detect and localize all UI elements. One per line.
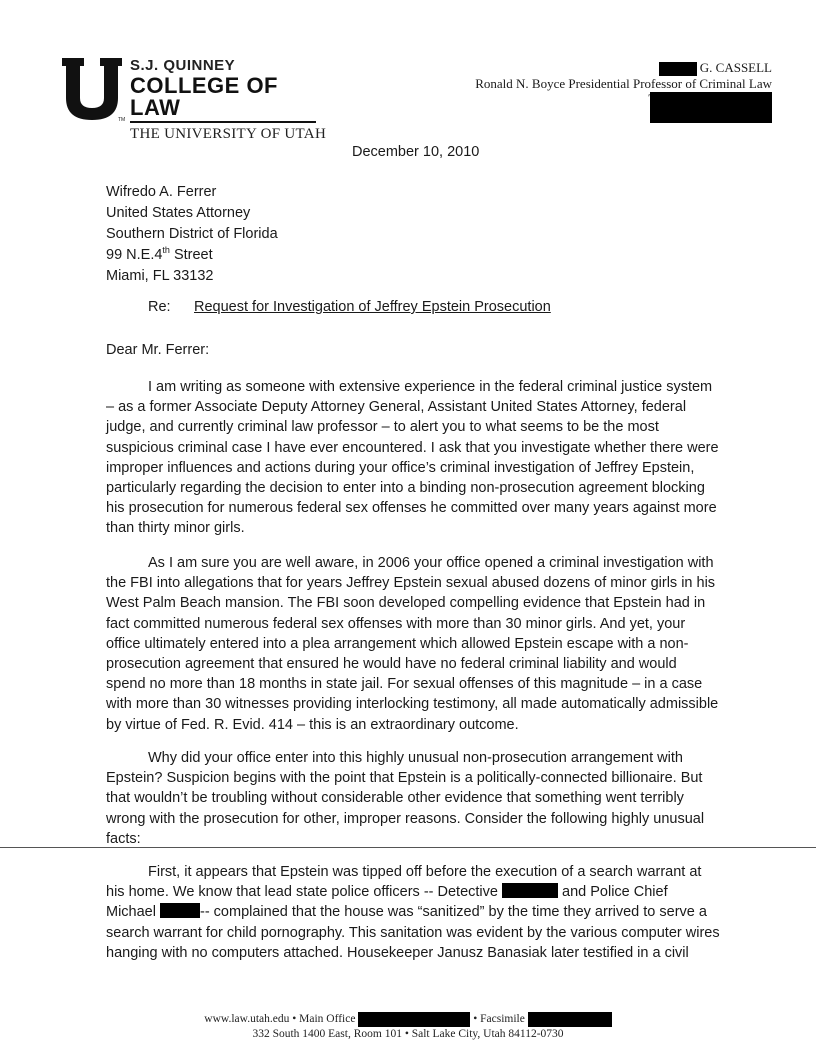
bullet-separator: • (473, 1013, 478, 1026)
re-label: Re: (148, 299, 171, 315)
body-paragraph-4 (106, 862, 720, 963)
logo-line-quinney: S.J. QUINNEY (130, 57, 236, 74)
body-paragraph-1: I am writing as someone with extensive experience in the federal criminal justice system – as a former Associate Deputy Attorney General, Assistant United States Attorney, federal judge, and currently criminal law professor – to alert you to what seems to be the most suspicious criminal case I have ever encountered. I ask that you investigate whether there were improper influences and actions during your office’s criminal investigation of Jeffrey Epstein, particularly regarding the decision to enter into a binding non-prosecution agreement blocking his prosecution for numerous federal sex offenses he committed over many years against more than thirty minor girls. (106, 379, 719, 537)
footer-address: 332 South 1400 East, Room 101 • Salt Lake City, Utah 84112-0730 (252, 1028, 564, 1040)
street-suffix: th (162, 245, 170, 256)
letterhead-footer (0, 1012, 816, 1041)
recipient-address (106, 182, 278, 287)
redaction-box (358, 1012, 470, 1027)
university-block-u-logo-icon (62, 58, 122, 120)
bullet-separator: • (292, 1013, 297, 1026)
trademark-mark: TM (118, 117, 126, 123)
sender-title: Ronald N. Boyce Presidential Professor of Criminal Law (475, 76, 772, 92)
logo-line-college: COLLEGE OF LAW (130, 75, 316, 123)
salutation: Dear Mr. Ferrer: (106, 342, 210, 358)
street-name: Street (169, 247, 213, 263)
footer-main-office-label: Main Office (299, 1013, 356, 1026)
p4-text-a: First, it appears that Epstein was tipped off before the execution of a search warrant at his home. We know that lead state police officers -- Detective (106, 864, 702, 901)
re-subject: Request for Investigation of Jeffrey Epstein Prosecution (194, 299, 551, 315)
recipient-district: Southern District of Florida (106, 226, 278, 242)
scan-divider-line (0, 847, 816, 848)
recipient-city: Miami, FL 33132 (106, 268, 214, 284)
redaction-box (502, 883, 558, 898)
telephone-redaction-box (650, 92, 772, 123)
street-number: 99 N.E.4 (106, 247, 163, 263)
footer-website: www.law.utah.edu (204, 1013, 290, 1026)
recipient-title: United States Attorney (106, 205, 251, 221)
redaction-box (160, 903, 200, 918)
redaction-box (528, 1012, 612, 1027)
college-logo-text (130, 58, 326, 142)
sender-name: G. CASSELL (699, 60, 772, 75)
p4-text-c: -- complained that the house was “sanitized” by the time they arrived to serve a search warrant for child pornography. This sanitation was evident by the various computer wires hanging with no computers attached. Housekeeper Janusz Banasiak later testified in a civil (106, 904, 720, 961)
recipient-name: Wifredo A. Ferrer (106, 184, 217, 200)
footer-contact-line (0, 1012, 816, 1027)
body-paragraph-3: Why did your office enter into this highly unusual non-prosecution arrangement with Epstein? Suspicion begins with the point that Epstein is a politically-connected billionaire. But that wouldn’t be troubling without considerable other evidence that something went terribly wrong with the prosecution for other, improper reasons. Consider the following highly unusual facts: (106, 750, 705, 847)
logo-line-university: THE UNIVERSITY OF UTAH (130, 126, 327, 142)
body-paragraph-2: As I am sure you are well aware, in 2006 your office opened a criminal investigation with the FBI into allegations that for years Jeffrey Epstein sexual abused dozens of minor girls in his West Palm Beach mansion. The FBI soon developed compelling evidence that Epstein had in fact committed numerous federal sex offenses with more than 30 minor girls. And yet, your office ultimately entered into a plea arrangement which allowed Epstein escape with a non-prosecution agreement that ensured he would have no federal criminal liability and would spend no more than 18 months in state jail. For sexual offenses of this magnitude – in a case with more than 30 witnesses providing interlocking testimony, all made automatically admissible by virtue of Fed. R. Evid. 414 – this is an extraordinary outcome. (106, 555, 719, 733)
recipient-street (106, 245, 278, 266)
redaction-box (659, 62, 697, 76)
sender-name-row (432, 60, 772, 76)
letter-date: December 10, 2010 (352, 144, 480, 160)
p4-text-b: and Police Chief Michael (106, 884, 668, 921)
footer-facsimile-label: Facsimile (480, 1013, 525, 1026)
